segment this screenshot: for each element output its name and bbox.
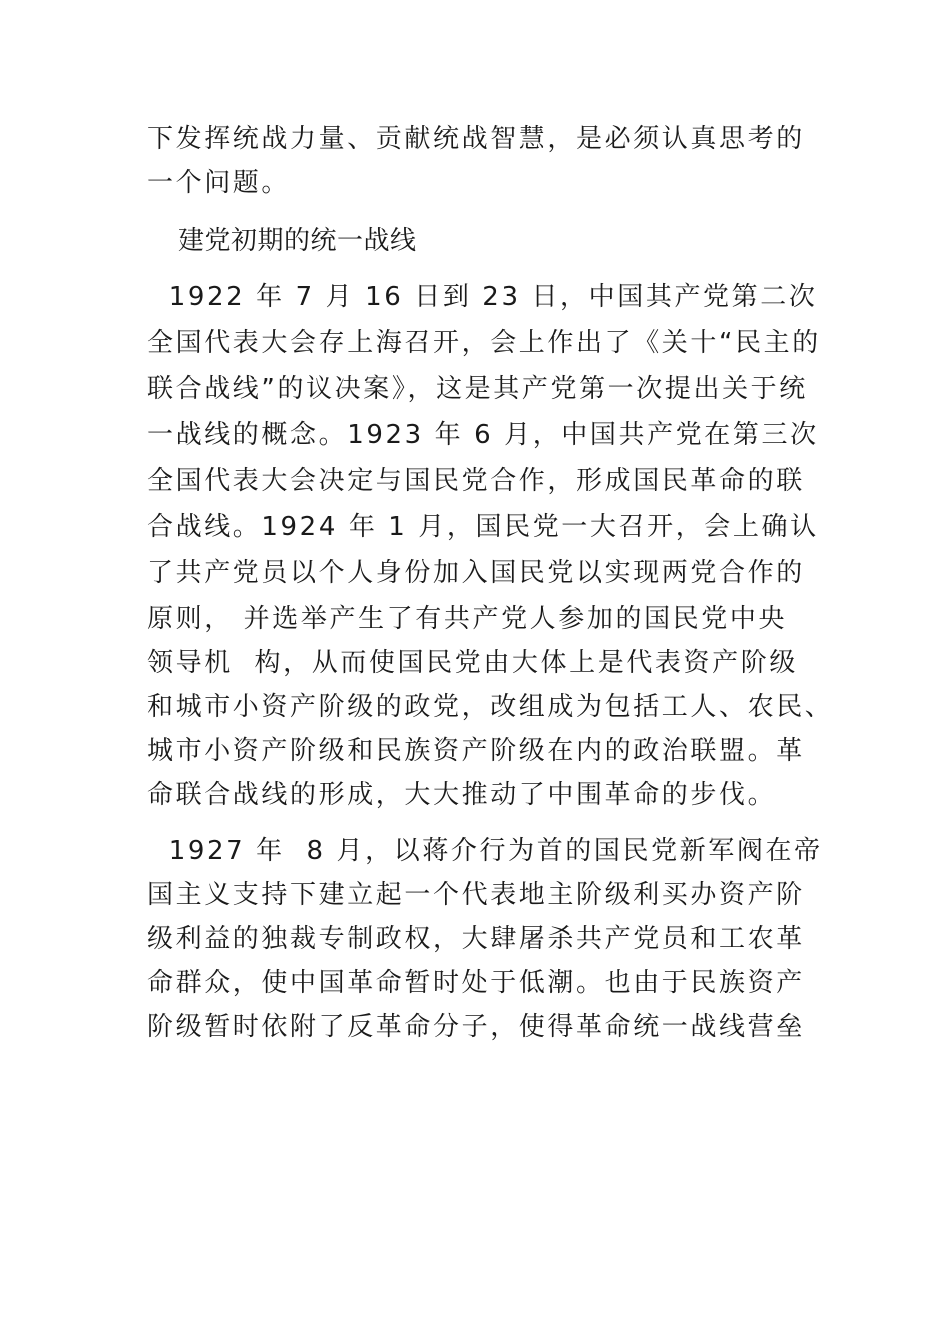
text-line: 级利益的独裁专制政权，大肆屠杀共产党员和工农革 (147, 924, 805, 954)
text-line: 和城市小资产阶级的政党，改组成为包括工人、农民、 (147, 692, 834, 722)
text-line: 城市小资产阶级和民族资产阶级在内的政治联盟。革 (147, 736, 805, 766)
text-line: 一个问题。 (147, 168, 291, 198)
text-line: 命联合战线的形成，大大推动了中围革命的步伐。 (147, 780, 777, 810)
text-line: 1927 年 8 月，以蒋介行为首的国民党新军阀在帝 (147, 836, 823, 866)
text-line: 阶级暂时依附了反革命分子，使得革命统一战线营垒 (147, 1012, 805, 1042)
text-line: 合战线。1924 年 1 月，国民党一大召开，会上确认 (147, 512, 819, 542)
text-line: 全国代表大会决定与国民党合作，形成国民革命的联 (147, 466, 805, 496)
text-line: 命群众，使中国革命暂时处于低潮。也由于民族资产 (147, 968, 805, 998)
text-line: 领导机 构，从而使国民党由大体上是代表资产阶级 (147, 648, 798, 678)
text-line: 国主义支持下建立起一个代表地主阶级利买办资产阶 (147, 880, 805, 910)
section-heading: 建党初期的统一战线 (178, 226, 417, 256)
text-line: 了共产党员以个人身份加入国民党以实现两党合作的 (147, 558, 805, 588)
text-line: 一战线的概念。1923 年 6 月，中国共产党在第三次 (147, 420, 819, 450)
text-line: 1922 年 7 月 16 日到 23 日，中国其产党第二次 (147, 282, 818, 312)
text-line: 联合战线”的议决案》，这是其产党第一次提出关于统 (147, 374, 808, 404)
text-line: 全国代表大会存上海召开，会上作出了《关十“民主的 (147, 328, 821, 358)
text-line: 下发挥统战力量、贡献统战智慧，是必须认真思考的 (147, 124, 805, 154)
text-line: 原则， 并选举产生了有共产党人参加的国民党中央 (147, 604, 788, 634)
